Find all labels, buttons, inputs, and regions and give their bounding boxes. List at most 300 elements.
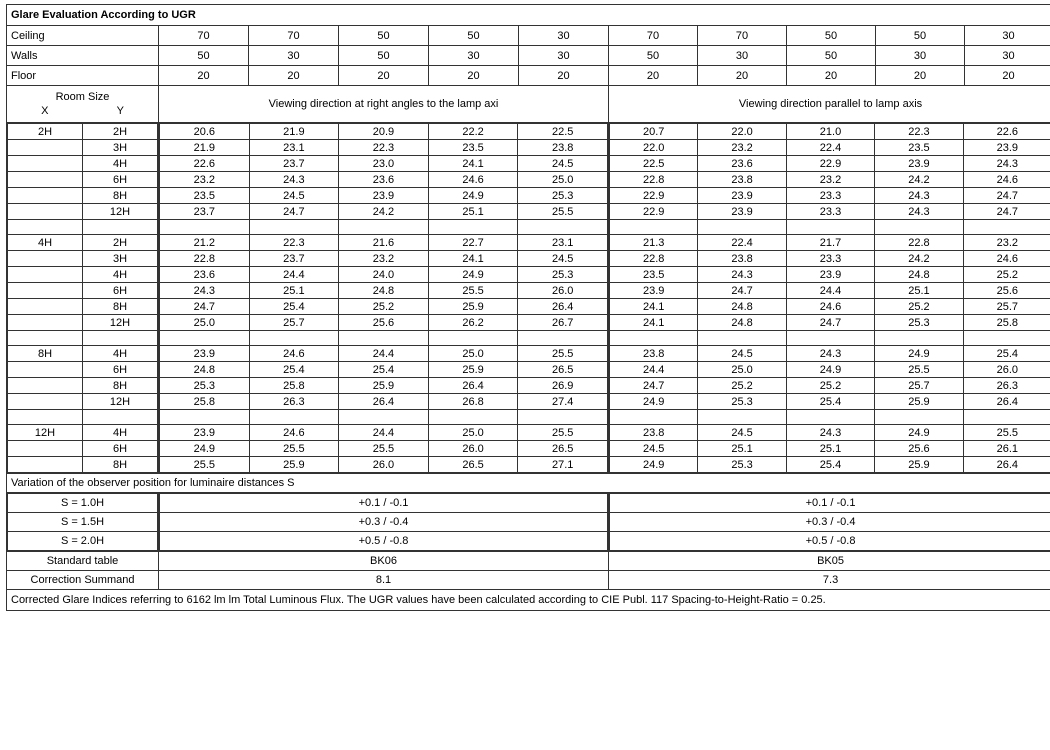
ugr-value-parallel: 22.9 <box>610 204 698 220</box>
spacer-cell <box>786 410 874 425</box>
ugr-value-perpendicular: 25.7 <box>249 315 339 331</box>
table-row <box>160 346 608 362</box>
room-size-y-label: Y <box>116 105 124 117</box>
ugr-value-perpendicular: 21.6 <box>339 235 429 251</box>
reflectance-row-ceiling <box>7 26 1050 46</box>
spacer-cell <box>8 331 83 346</box>
ugr-value-parallel: 25.1 <box>786 441 874 457</box>
ugr-value-perpendicular: 24.5 <box>518 251 608 267</box>
ugr-value-parallel: 24.5 <box>698 425 786 441</box>
ugr-value-perpendicular: 24.3 <box>249 172 339 188</box>
table-row <box>8 124 158 140</box>
ugr-value-perpendicular: 25.3 <box>160 378 250 394</box>
ugr-value-parallel: 26.4 <box>963 394 1050 410</box>
room-size-x <box>8 299 83 315</box>
ugr-value-perpendicular: 24.4 <box>249 267 339 283</box>
ugr-value-parallel: 24.8 <box>698 299 786 315</box>
room-size-y: 2H <box>83 235 158 251</box>
ugr-value-parallel: 23.8 <box>610 425 698 441</box>
variation-header: Variation of the observer position for luminaire distances S <box>7 474 1050 493</box>
ugr-value-parallel: 24.6 <box>963 251 1050 267</box>
ugr-value-parallel: 23.3 <box>786 204 874 220</box>
spacer-cell <box>249 331 339 346</box>
ugr-value-perpendicular: 26.5 <box>518 441 608 457</box>
ugr-value-parallel: 26.1 <box>963 441 1050 457</box>
viewing-direction-perpendicular-header: Viewing direction at right angles to the lamp axi <box>159 86 609 123</box>
spacer-cell <box>610 220 698 235</box>
ugr-value-perpendicular: 24.9 <box>428 188 518 204</box>
reflectance-row-floor <box>7 66 1050 86</box>
spacer-row <box>160 410 608 425</box>
ugr-value-parallel: 24.3 <box>963 156 1050 172</box>
ugr-value-parallel: 23.8 <box>610 346 698 362</box>
spacer-cell <box>786 331 874 346</box>
ugr-value-parallel: 25.2 <box>875 299 963 315</box>
ugr-value-perpendicular: 23.5 <box>160 188 250 204</box>
ugr-value-perpendicular: 26.4 <box>428 378 518 394</box>
spacer-cell <box>83 410 158 425</box>
ugr-value-parallel: 21.7 <box>786 235 874 251</box>
table-row <box>8 156 158 172</box>
ugr-value-perpendicular: 24.4 <box>339 425 429 441</box>
ugr-value-parallel: 22.8 <box>610 172 698 188</box>
perpendicular-data-column <box>159 123 609 474</box>
ugr-value-perpendicular: 25.5 <box>428 283 518 299</box>
ugr-value-perpendicular: 26.5 <box>428 457 518 473</box>
room-size-x: 8H <box>8 346 83 362</box>
ugr-value-perpendicular: 23.1 <box>249 140 339 156</box>
ugr-value-parallel: 24.3 <box>875 188 963 204</box>
table-row <box>8 425 158 441</box>
table-row <box>8 140 158 156</box>
ugr-value-parallel: 24.6 <box>786 299 874 315</box>
room-size-grid <box>7 123 158 473</box>
ceiling-value: 50 <box>876 26 965 46</box>
room-size-x <box>8 362 83 378</box>
ugr-value-perpendicular: 22.5 <box>518 124 608 140</box>
ugr-value-perpendicular: 25.1 <box>249 283 339 299</box>
spacer-row <box>610 220 1050 235</box>
spacer-cell <box>160 331 250 346</box>
walls-value: 30 <box>876 46 965 66</box>
ugr-value-parallel: 24.7 <box>610 378 698 394</box>
ugr-value-parallel: 23.3 <box>786 188 874 204</box>
table-row <box>8 188 158 204</box>
room-size-y: 4H <box>83 156 158 172</box>
page-title: Glare Evaluation According to UGR <box>7 5 1050 26</box>
ugr-value-perpendicular: 26.0 <box>428 441 518 457</box>
spacer-cell <box>428 220 518 235</box>
spacer-cell <box>339 410 429 425</box>
ugr-value-perpendicular: 22.7 <box>428 235 518 251</box>
row-label-floor: Floor <box>7 66 159 86</box>
spacer-cell <box>518 220 608 235</box>
ugr-value-parallel: 22.9 <box>610 188 698 204</box>
variation-header-row <box>7 474 1050 493</box>
table-row <box>8 362 158 378</box>
room-size-y: 6H <box>83 362 158 378</box>
room-size-y: 6H <box>83 283 158 299</box>
ugr-value-parallel: 23.2 <box>963 235 1050 251</box>
spacer-cell <box>339 331 429 346</box>
table-row <box>610 378 1050 394</box>
walls-value: 50 <box>787 46 876 66</box>
table-row <box>610 204 1050 220</box>
ugr-value-parallel: 25.9 <box>875 457 963 473</box>
spacer-row <box>8 410 158 425</box>
ugr-value-parallel: 25.3 <box>698 394 786 410</box>
spacer-cell <box>249 410 339 425</box>
table-row <box>8 267 158 283</box>
spacer-cell <box>428 331 518 346</box>
spacer-cell <box>428 410 518 425</box>
spacer-row <box>8 220 158 235</box>
ugr-value-perpendicular: 23.7 <box>249 251 339 267</box>
ugr-value-perpendicular: 22.3 <box>249 235 339 251</box>
ceiling-value: 50 <box>339 26 429 46</box>
ugr-value-parallel: 25.6 <box>963 283 1050 299</box>
table-row <box>8 204 158 220</box>
ugr-value-perpendicular: 21.2 <box>160 235 250 251</box>
ugr-value-parallel: 22.4 <box>698 235 786 251</box>
ugr-value-perpendicular: 23.9 <box>339 188 429 204</box>
ugr-value-perpendicular: 24.5 <box>249 188 339 204</box>
ugr-value-perpendicular: 24.6 <box>428 172 518 188</box>
walls-value: 30 <box>698 46 787 66</box>
spacer-cell <box>160 220 250 235</box>
ugr-value-perpendicular: 23.0 <box>339 156 429 172</box>
ugr-value-parallel: 22.4 <box>786 140 874 156</box>
room-size-x <box>8 156 83 172</box>
table-row <box>610 441 1050 457</box>
title-row <box>7 5 1050 26</box>
ugr-value-parallel: 25.6 <box>875 441 963 457</box>
reflectance-row-walls <box>7 46 1050 66</box>
ugr-value-parallel: 23.5 <box>610 267 698 283</box>
ugr-value-perpendicular: 25.2 <box>339 299 429 315</box>
ugr-value-perpendicular: 26.0 <box>339 457 429 473</box>
ugr-value-perpendicular: 24.3 <box>160 283 250 299</box>
spacer-cell <box>963 410 1050 425</box>
correction-summand-row <box>7 571 1050 590</box>
floor-value: 20 <box>159 66 249 86</box>
room-size-y: 3H <box>83 251 158 267</box>
spacer-cell <box>698 331 786 346</box>
table-row <box>8 172 158 188</box>
ugr-value-perpendicular: 21.9 <box>249 124 339 140</box>
ugr-value-perpendicular: 25.0 <box>518 172 608 188</box>
standard-table-row <box>7 552 1050 571</box>
room-size-x <box>8 441 83 457</box>
variation-parallel-cell <box>609 493 1050 552</box>
table-row <box>160 251 608 267</box>
room-size-y: 6H <box>83 172 158 188</box>
room-size-x <box>8 457 83 473</box>
spacer-cell <box>518 331 608 346</box>
room-size-y: 2H <box>83 124 158 140</box>
floor-value: 20 <box>787 66 876 86</box>
table-row <box>160 172 608 188</box>
ugr-value-perpendicular: 25.9 <box>428 299 518 315</box>
room-size-y: 12H <box>83 204 158 220</box>
ceiling-value: 50 <box>787 26 876 46</box>
room-size-x: 4H <box>8 235 83 251</box>
table-row <box>8 235 158 251</box>
table-row <box>8 299 158 315</box>
table-row <box>610 299 1050 315</box>
ugr-value-parallel: 24.6 <box>963 172 1050 188</box>
ugr-value-perpendicular: 22.8 <box>160 251 250 267</box>
ugr-value-parallel: 23.9 <box>698 204 786 220</box>
ugr-value-perpendicular: 23.9 <box>160 346 250 362</box>
spacer-cell <box>786 220 874 235</box>
ugr-value-perpendicular: 23.2 <box>160 172 250 188</box>
table-row <box>610 457 1050 473</box>
ugr-value-parallel: 24.2 <box>875 251 963 267</box>
table-row <box>160 188 608 204</box>
ugr-value-perpendicular: 25.4 <box>339 362 429 378</box>
ugr-value-parallel: 25.3 <box>875 315 963 331</box>
ugr-value-perpendicular: 24.6 <box>249 425 339 441</box>
room-size-y: 12H <box>83 394 158 410</box>
ugr-value-perpendicular: 23.7 <box>249 156 339 172</box>
ugr-value-perpendicular: 21.9 <box>160 140 250 156</box>
ugr-value-parallel: 25.2 <box>786 378 874 394</box>
table-row <box>160 140 608 156</box>
spacer-row <box>8 331 158 346</box>
table-row <box>610 251 1050 267</box>
ugr-value-parallel: 23.2 <box>786 172 874 188</box>
ugr-value-perpendicular: 24.5 <box>518 156 608 172</box>
variation-labels-grid <box>7 493 158 551</box>
ugr-value-perpendicular: 24.7 <box>249 204 339 220</box>
ugr-value-perpendicular: 25.1 <box>428 204 518 220</box>
ugr-value-parallel: 25.7 <box>963 299 1050 315</box>
room-size-column <box>7 123 159 474</box>
table-row <box>8 315 158 331</box>
walls-value: 30 <box>519 46 609 66</box>
spacer-cell <box>8 410 83 425</box>
ugr-value-parallel: 24.7 <box>963 204 1050 220</box>
ugr-value-perpendicular: 25.3 <box>518 188 608 204</box>
floor-value: 20 <box>609 66 698 86</box>
table-row <box>8 251 158 267</box>
ceiling-value: 30 <box>519 26 609 46</box>
ugr-value-parallel: 23.9 <box>963 140 1050 156</box>
ugr-value-parallel: 24.1 <box>610 315 698 331</box>
variation-value: +0.3 / -0.4 <box>610 513 1050 532</box>
spacer-cell <box>698 220 786 235</box>
table-row <box>610 172 1050 188</box>
ugr-value-perpendicular: 20.9 <box>339 124 429 140</box>
table-row <box>610 267 1050 283</box>
variation-perpendicular-cell <box>159 493 609 552</box>
ugr-value-parallel: 24.7 <box>698 283 786 299</box>
table-row <box>8 346 158 362</box>
table-row <box>610 124 1050 140</box>
variation-value: +0.1 / -0.1 <box>610 494 1050 513</box>
ugr-value-perpendicular: 27.1 <box>518 457 608 473</box>
table-row <box>160 283 608 299</box>
room-size-x <box>8 251 83 267</box>
ugr-value-parallel: 24.5 <box>698 346 786 362</box>
room-size-y: 8H <box>83 378 158 394</box>
ugr-value-parallel: 26.3 <box>963 378 1050 394</box>
ugr-value-parallel: 24.9 <box>610 457 698 473</box>
room-size-y: 6H <box>83 441 158 457</box>
ugr-value-parallel: 24.7 <box>963 188 1050 204</box>
ugr-value-perpendicular: 23.5 <box>428 140 518 156</box>
floor-value: 20 <box>698 66 787 86</box>
spacer-cell <box>83 220 158 235</box>
room-size-x <box>8 378 83 394</box>
ugr-value-parallel: 23.8 <box>698 251 786 267</box>
ugr-value-perpendicular: 23.2 <box>339 251 429 267</box>
ugr-value-parallel: 23.2 <box>698 140 786 156</box>
ugr-value-perpendicular: 27.4 <box>518 394 608 410</box>
ugr-value-perpendicular: 25.0 <box>428 346 518 362</box>
variation-label: S = 1.0H <box>8 494 158 513</box>
variation-value: +0.3 / -0.4 <box>160 513 608 532</box>
room-size-y: 4H <box>83 346 158 362</box>
table-row <box>610 156 1050 172</box>
ugr-value-perpendicular: 25.9 <box>339 378 429 394</box>
table-row <box>610 315 1050 331</box>
walls-value: 30 <box>249 46 339 66</box>
ugr-value-perpendicular: 23.1 <box>518 235 608 251</box>
ugr-value-parallel: 25.8 <box>963 315 1050 331</box>
ugr-value-parallel: 25.4 <box>786 394 874 410</box>
walls-value: 30 <box>965 46 1050 66</box>
ugr-value-parallel: 24.3 <box>786 346 874 362</box>
spacer-cell <box>339 220 429 235</box>
ugr-value-perpendicular: 24.8 <box>160 362 250 378</box>
ugr-value-perpendicular: 24.7 <box>160 299 250 315</box>
ugr-value-perpendicular: 22.2 <box>428 124 518 140</box>
spacer-cell <box>963 220 1050 235</box>
standard-table-parallel: BK05 <box>609 552 1050 571</box>
ugr-value-perpendicular: 23.7 <box>160 204 250 220</box>
room-size-y: 4H <box>83 425 158 441</box>
ugr-value-perpendicular: 26.3 <box>249 394 339 410</box>
ugr-value-perpendicular: 24.9 <box>428 267 518 283</box>
ugr-value-perpendicular: 22.6 <box>160 156 250 172</box>
ugr-value-parallel: 23.9 <box>875 156 963 172</box>
variation-value: +0.1 / -0.1 <box>160 494 608 513</box>
ugr-value-parallel: 24.4 <box>786 283 874 299</box>
table-row <box>8 378 158 394</box>
variation-parallel-grid <box>609 493 1050 551</box>
ugr-value-parallel: 21.0 <box>786 124 874 140</box>
ugr-value-parallel: 24.5 <box>610 441 698 457</box>
walls-value: 50 <box>609 46 698 66</box>
ugr-value-parallel: 23.6 <box>698 156 786 172</box>
ugr-value-perpendicular: 25.8 <box>160 394 250 410</box>
ugr-value-parallel: 22.3 <box>875 124 963 140</box>
footer-row <box>7 590 1050 611</box>
spacer-cell <box>83 331 158 346</box>
ugr-value-perpendicular: 25.0 <box>428 425 518 441</box>
table-row <box>610 283 1050 299</box>
floor-value: 20 <box>339 66 429 86</box>
ceiling-value: 30 <box>965 26 1050 46</box>
ugr-value-parallel: 24.9 <box>875 346 963 362</box>
ugr-value-perpendicular: 25.5 <box>160 457 250 473</box>
room-size-x <box>8 204 83 220</box>
ugr-value-perpendicular: 26.8 <box>428 394 518 410</box>
table-row <box>160 441 608 457</box>
spacer-cell <box>518 410 608 425</box>
ugr-value-parallel: 25.4 <box>786 457 874 473</box>
ugr-value-perpendicular: 25.9 <box>428 362 518 378</box>
room-size-x <box>8 140 83 156</box>
ugr-value-parallel: 25.2 <box>963 267 1050 283</box>
variation-perpendicular-grid <box>159 493 608 551</box>
row-label-ceiling: Ceiling <box>7 26 159 46</box>
room-size-y: 3H <box>83 140 158 156</box>
ugr-value-parallel: 24.1 <box>610 299 698 315</box>
ugr-value-parallel: 25.7 <box>875 378 963 394</box>
ugr-value-parallel: 23.9 <box>786 267 874 283</box>
room-size-header <box>7 86 159 123</box>
ugr-value-perpendicular: 25.5 <box>518 204 608 220</box>
ugr-value-perpendicular: 23.9 <box>160 425 250 441</box>
standard-table-label: Standard table <box>7 552 159 571</box>
room-size-x <box>8 267 83 283</box>
ugr-value-parallel: 26.0 <box>963 362 1050 378</box>
ugr-value-perpendicular: 25.8 <box>249 378 339 394</box>
ceiling-value: 70 <box>159 26 249 46</box>
table-row <box>160 362 608 378</box>
ugr-value-perpendicular: 25.4 <box>249 362 339 378</box>
spacer-cell <box>875 331 963 346</box>
room-size-x <box>8 394 83 410</box>
ugr-value-parallel: 23.9 <box>610 283 698 299</box>
room-size-x <box>8 315 83 331</box>
table-row <box>610 140 1050 156</box>
ugr-value-perpendicular: 22.3 <box>339 140 429 156</box>
ugr-value-parallel: 20.7 <box>610 124 698 140</box>
room-size-x <box>8 283 83 299</box>
ugr-value-perpendicular: 25.5 <box>249 441 339 457</box>
table-row <box>160 235 608 251</box>
ugr-value-parallel: 24.8 <box>875 267 963 283</box>
ugr-value-perpendicular: 26.4 <box>339 394 429 410</box>
table-row <box>610 235 1050 251</box>
room-size-x: 12H <box>8 425 83 441</box>
room-size-y: 8H <box>83 188 158 204</box>
spacer-cell <box>875 410 963 425</box>
ugr-value-perpendicular: 23.6 <box>160 267 250 283</box>
spacer-cell <box>249 220 339 235</box>
correction-summand-perpendicular: 8.1 <box>159 571 609 590</box>
spacer-row <box>610 331 1050 346</box>
ugr-value-parallel: 22.0 <box>698 124 786 140</box>
ugr-value-parallel: 21.3 <box>610 235 698 251</box>
spacer-cell <box>963 331 1050 346</box>
ugr-value-parallel: 23.5 <box>875 140 963 156</box>
table-row <box>160 156 608 172</box>
ugr-value-parallel: 22.8 <box>610 251 698 267</box>
ugr-value-perpendicular: 24.2 <box>339 204 429 220</box>
table-row <box>160 299 608 315</box>
ceiling-value: 70 <box>249 26 339 46</box>
table-row <box>160 204 608 220</box>
ugr-value-perpendicular: 26.2 <box>428 315 518 331</box>
ugr-value-perpendicular: 25.6 <box>339 315 429 331</box>
ugr-value-perpendicular: 26.9 <box>518 378 608 394</box>
table-row <box>160 378 608 394</box>
